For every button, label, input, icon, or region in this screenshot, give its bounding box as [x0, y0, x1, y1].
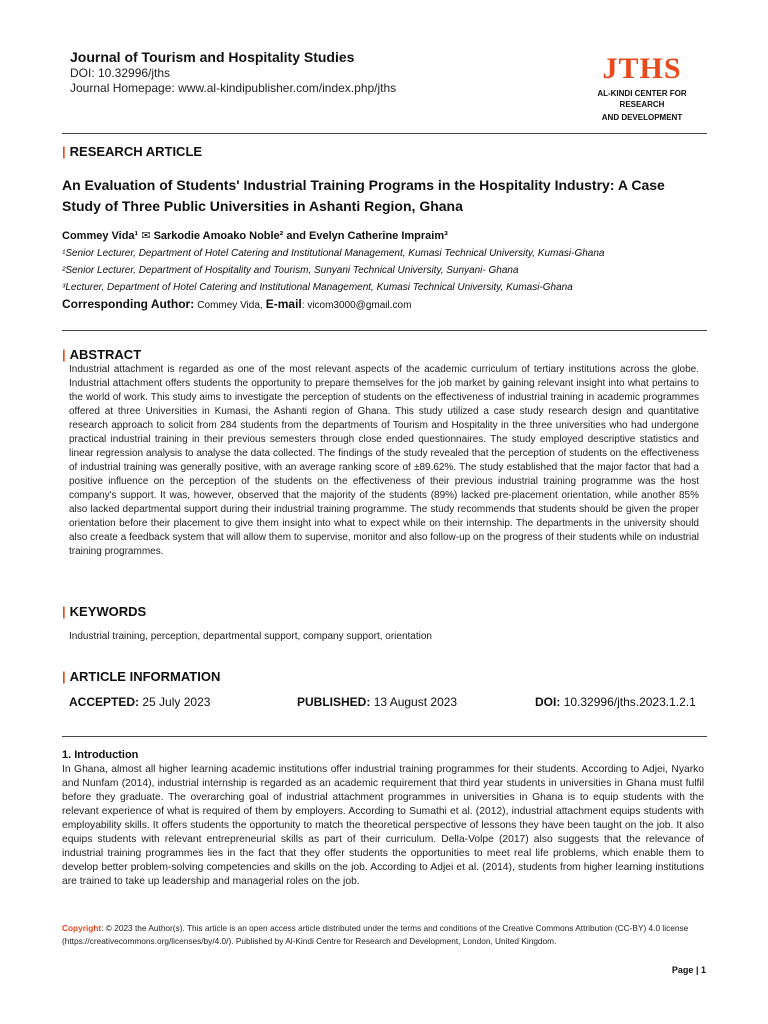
affiliation-1: ¹Senior Lecturer, Department of Hotel Catering and Institutional Management, Kumasi Technical University, Kumasi-Ghana: [62, 248, 605, 259]
section-bar-icon: |: [62, 669, 66, 684]
author-list: [62, 229, 448, 243]
corresponding-email: : vicom3000@gmail.com: [301, 300, 412, 311]
introduction-text: In Ghana, almost all higher learning academic institutions offer industrial training programmes for their students. According to Adjei, Nyarko and Nunfam (2014), industrial internship is regarded as an academic requirement that third year students in universities in Ghana must fulfil before they graduate. The overarching goal of industrial attachment programmes in universities in Ghana is to equip students with the relevant experience of what is required of them by employers. According to Sumathi et al. (2012), industrial attachment equips students with employability skills. It offers students the opportunity to match the theoretical perspective of lessons they have been taught on the job. It also equips students with relevant entrepreneurial skills as part of their curriculum. Della-Volpe (2017) also suggests that the relevance of industrial training programmes lies in the fact that they offer students the opportunities to meet real life problems, which enable them to develop better problem-solving competencies and skills on the job. According to Adjei et al. (2014), students from higher learning institutions are trained to take up leadership and managerial roles on the job.: [62, 764, 704, 887]
copyright-label: Copyright: [62, 923, 102, 933]
corresponding-label: Corresponding Author:: [62, 297, 195, 311]
section-bar-icon: |: [62, 144, 66, 159]
copyright-notice: [62, 922, 704, 947]
accepted-date: ACCEPTED: 25 July 2023: [69, 695, 211, 709]
keywords-text: Industrial training, perception, departmental support, company support, orientation: [69, 631, 432, 642]
affiliation-3: ³Lecturer, Department of Hotel Catering and Institutional Management, Kumasi Technical University, Kumasi-Ghana: [62, 282, 573, 293]
author-1: Commey Vida¹: [62, 230, 139, 242]
abstract-divider: [62, 330, 707, 331]
publisher-logo-block: [576, 52, 708, 123]
jths-logo: JTHS: [602, 52, 682, 85]
journal-header: [70, 48, 396, 96]
introduction-heading: 1. Introduction: [62, 749, 139, 761]
page-number: Page | 1: [671, 965, 706, 975]
abstract-heading: | ABSTRACT: [62, 347, 142, 362]
email-label: E-mail: [265, 297, 302, 311]
copyright-text: : © 2023 the Author(s). This article is an open access article distributed under the terms and conditions of the Creative Commons Attribution (CC-BY) 4.0 license (https://creativecommons.org/licenses/by/4.0/). Published by Al-Kindi Centre for Research and Development, London, United Kingdom.: [62, 923, 689, 946]
corresponding-author: [62, 297, 411, 313]
header-divider: [62, 133, 707, 134]
corresponding-name: Commey Vida,: [197, 300, 263, 311]
keywords-heading: | KEYWORDS: [62, 604, 147, 619]
journal-homepage: Journal Homepage: www.al-kindipublisher.com/index.php/jths: [70, 81, 397, 95]
article-doi: DOI: 10.32996/jths.2023.1.2.1: [535, 695, 696, 709]
affiliation-2: ²Senior Lecturer, Department of Hospitality and Tourism, Sunyani Technical University, Sunyani- Ghana: [62, 265, 519, 276]
article-title: An Evaluation of Students' Industrial Training Programs in the Hospitality Industry: A Case Study of Three Public Universities in Ashanti Region, Ghana: [62, 177, 665, 214]
author-2-3: Sarkodie Amoako Noble² and Evelyn Catherine Impraim³: [153, 230, 448, 242]
published-date: PUBLISHED: 13 August 2023: [297, 695, 458, 709]
article-type: RESEARCH ARTICLE: [69, 144, 203, 159]
section-bar-icon: |: [62, 604, 66, 619]
abstract-text: Industrial attachment is regarded as one of the most relevant aspects of the academic curriculum of tertiary institutions across the globe. Industrial attachment offers students the opportunity to prepare themselves for the job market by gaining relevant insight into what pertains to the world of work. This study aims to investigate the perception of students on the effectiveness of industrial training in academic programmes offered at three Universities in Kumasi, the Ashanti region of Ghana. This study utilized a case study research design and quantitative research approach to solicit from 284 students from the departments of Tourism and Hospitality in the three universities who had undergone practical industrial training in their previous semesters through close ended questionnaires. The study employed descriptive statistics and linear regression analysis to analyse the data collected. The findings of the study revealed that the perception of students on the effectiveness of industrial training was generally positive, with an average ranking score of ±89.62%. The study established that the major factor that had a positive influence on the perception of the students on the effectiveness of their previous industrial training programme was the host company's support. It was, however, observed that the majority of the students (89%) lacked pre-placement orientation, while another 85% also lacked departmental support during their industrial training programme. The study recommends that students should be given the proper orientation before their placement to give them insight into what to expect while on their internship. The departments in the university should also create a feedback system that will allow them to supervise, monitor and also follow-up on the progress of their students while on industrial training programmes.: [69, 364, 699, 557]
article-type-heading: [62, 144, 202, 160]
journal-doi: DOI: 10.32996/jths: [70, 66, 171, 80]
intro-divider: [62, 736, 707, 737]
center-name-line1: AL-KINDI CENTER FOR RESEARCH: [597, 89, 687, 109]
section-bar-icon: |: [62, 347, 66, 362]
article-info-heading: | ARTICLE INFORMATION: [62, 669, 221, 684]
center-name-line2: AND DEVELOPMENT: [601, 113, 683, 122]
envelope-icon: ✉: [141, 230, 151, 242]
journal-name: Journal of Tourism and Hospitality Studies: [70, 49, 355, 65]
